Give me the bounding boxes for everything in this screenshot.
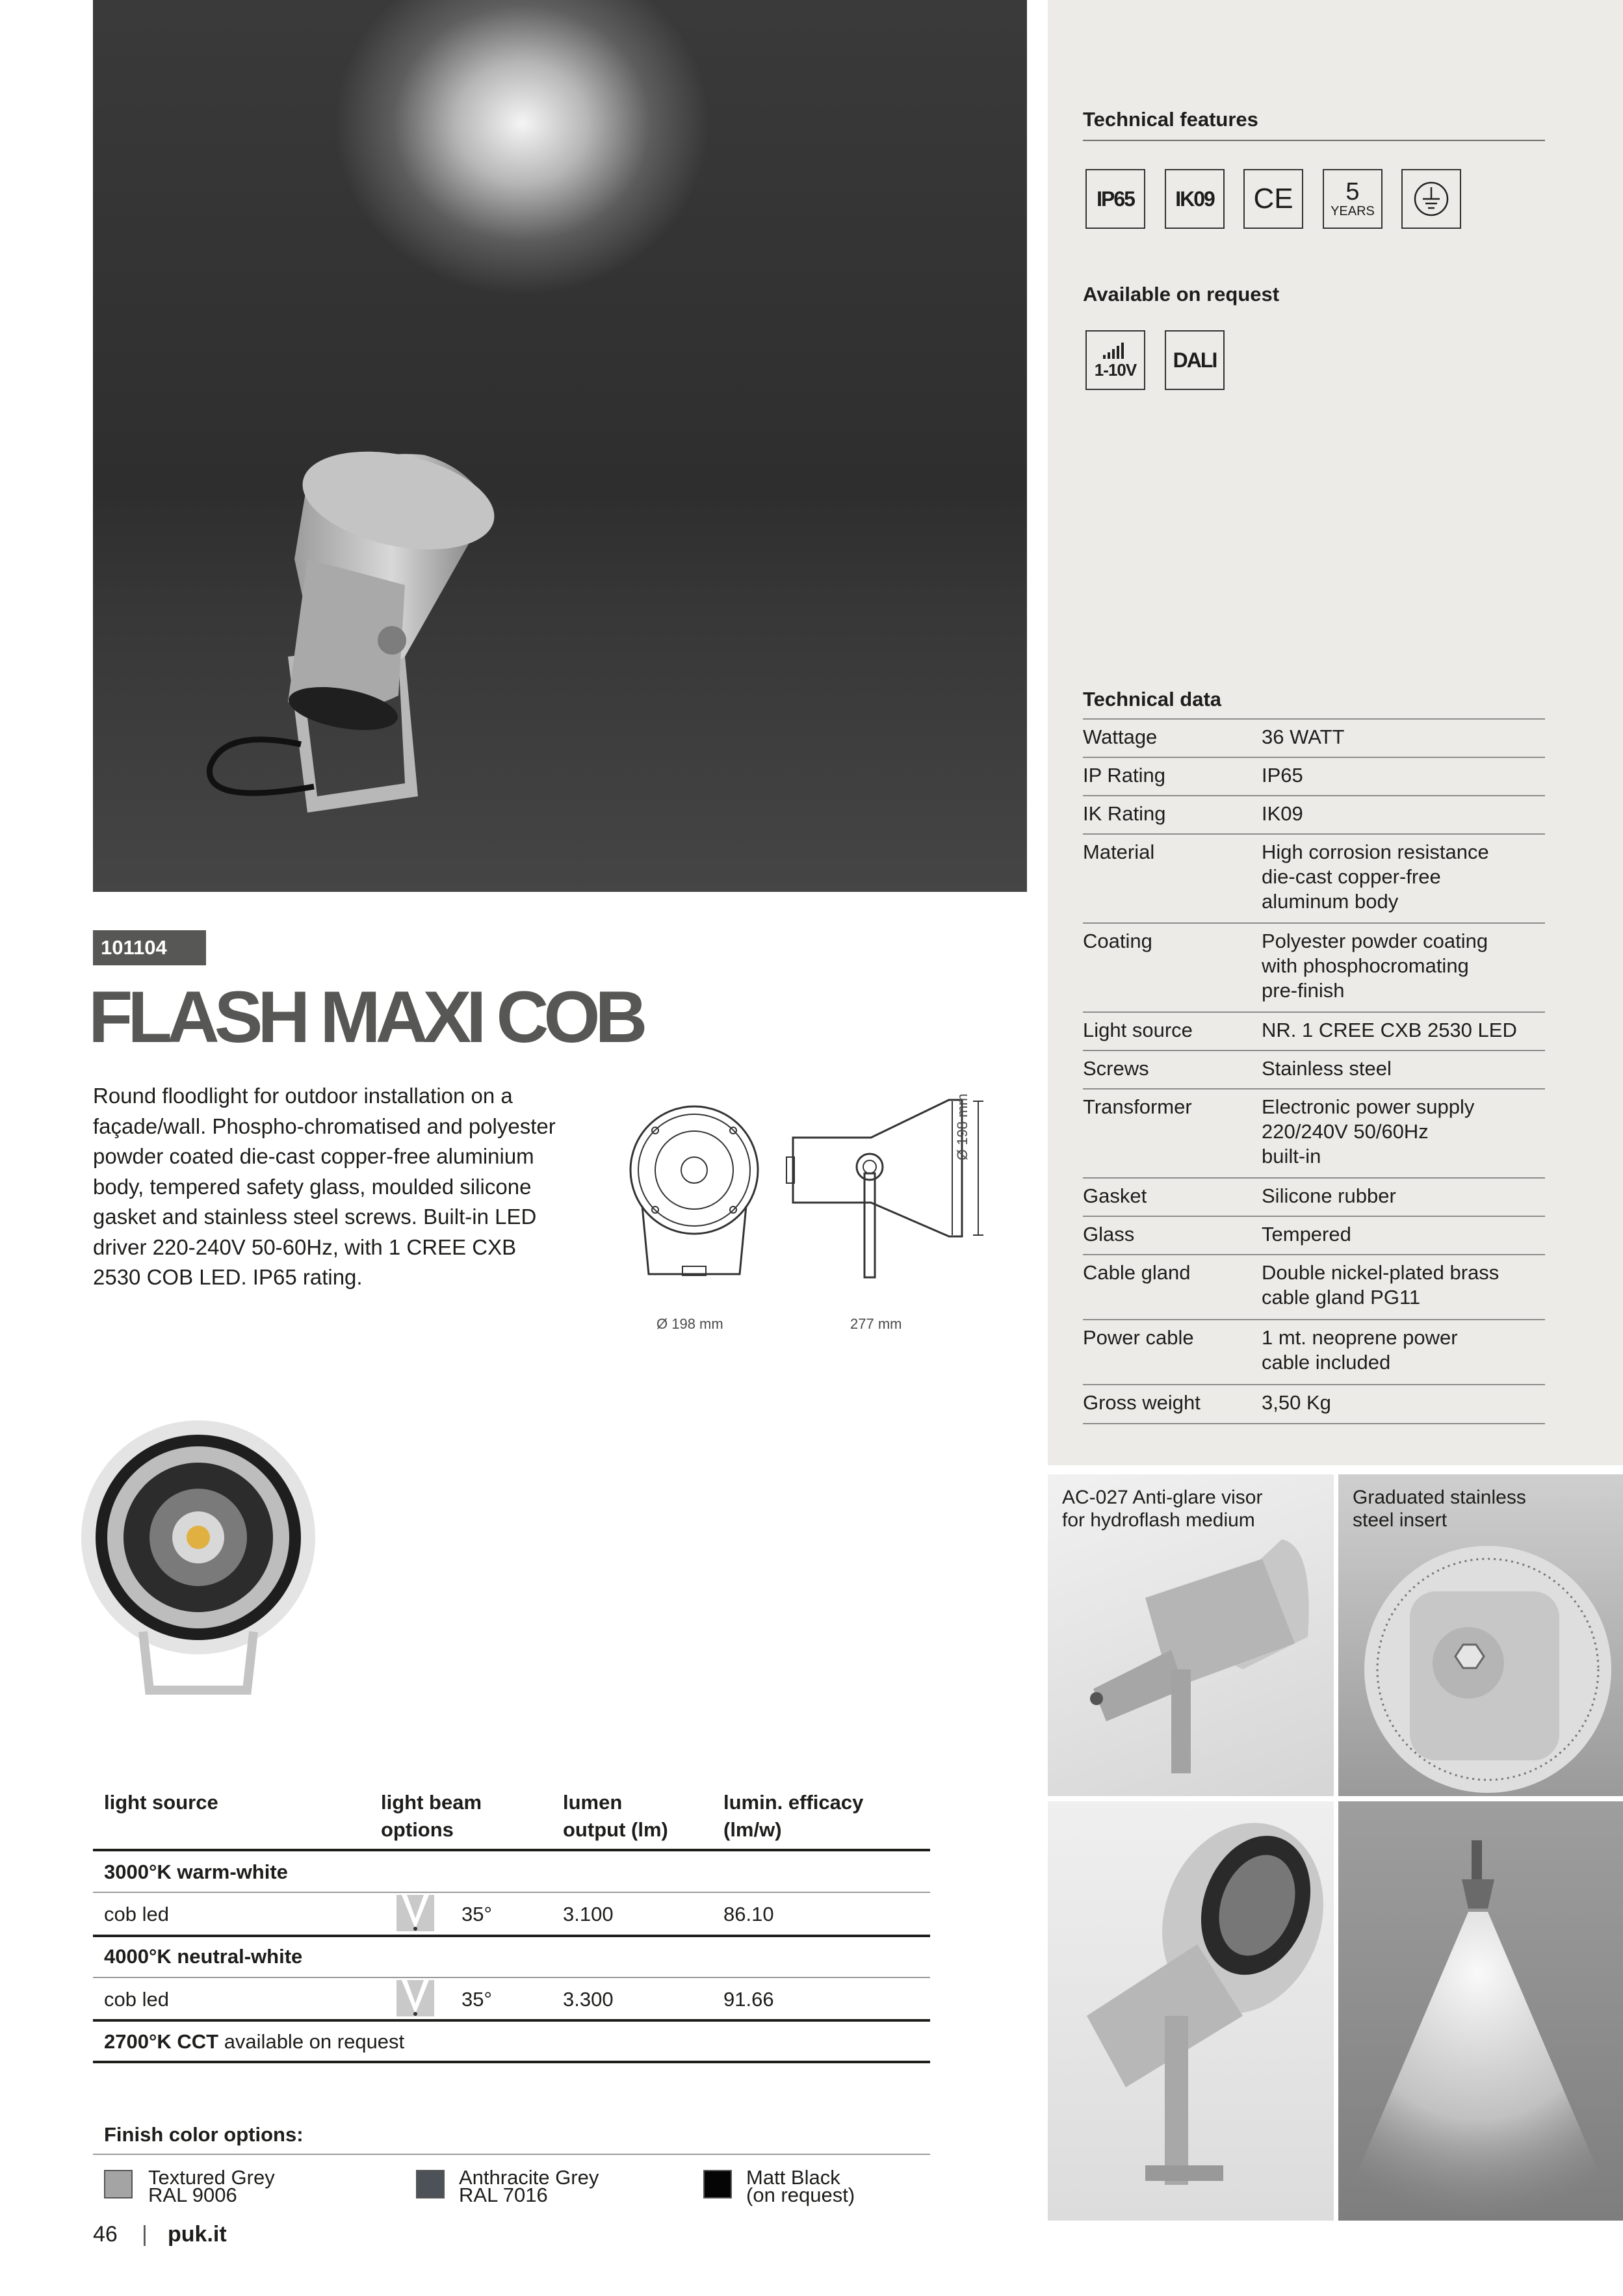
graduated-insert-photo: Graduated stainless steel insert <box>1338 1474 1623 1796</box>
table-row: Light source NR. 1 CREE CXB 2530 LED <box>1083 1011 1545 1050</box>
website-link[interactable]: puk.it <box>168 2222 227 2247</box>
dali-icon: DALI <box>1165 330 1225 390</box>
column-header-light-beam: light beam options <box>381 1791 482 1841</box>
cell-lumen: 3.300 <box>563 1988 614 2011</box>
five-years-warranty-icon: 5 YEARS <box>1323 169 1383 229</box>
beam-angle-icon <box>396 1895 434 1931</box>
accessory-visor-photo: AC-027 Anti-glare visor for hydroflash medium <box>1048 1474 1334 1796</box>
table-row: Cable gland Double nickel-plated brass cable gland PG11 <box>1083 1254 1545 1319</box>
table-row: Glass Tempered <box>1083 1216 1545 1254</box>
front-view-drawing <box>630 1106 758 1300</box>
technical-data-table <box>1083 718 1545 1427</box>
table-row: IK Rating IK09 <box>1083 795 1545 833</box>
table-row: Screws Stainless steel <box>1083 1050 1545 1088</box>
divider <box>93 1892 930 1893</box>
page-number: 46 <box>93 2222 118 2247</box>
floodlight-illustration <box>93 0 1027 892</box>
product-title: FLASH MAXI COB <box>88 976 643 1058</box>
group-title-4000k: 4000°K neutral-white <box>104 1945 303 1968</box>
hero-product-photo <box>93 0 1027 892</box>
technical-features-title: Technical features <box>1083 108 1258 131</box>
divider <box>93 2019 930 2022</box>
finish-label: Matt Black (on request) <box>746 2166 855 2206</box>
table-row: Gross weight 3,50 Kg <box>1083 1384 1545 1424</box>
divider <box>93 1849 930 1851</box>
finish-label: Anthracite Grey RAL 7016 <box>459 2166 599 2206</box>
cell-beam: 35° <box>461 1988 492 2011</box>
column-header-light-source: light source <box>104 1791 218 1814</box>
lens-front-photo <box>78 1417 338 1703</box>
finish-label: Textured Grey RAL 9006 <box>148 2166 275 2206</box>
table-row: Transformer Electronic power supply 220/240V 50/60Hz built-in <box>1083 1088 1545 1177</box>
finish-swatch-textured-grey <box>104 2170 133 2198</box>
floodlight-angle-photo <box>1048 1801 1334 2221</box>
cell-efficacy: 91.66 <box>723 1988 774 2011</box>
table-row: Coating Polyester powder coating with phosphocromating pre-finish <box>1083 922 1545 1011</box>
cell-source: cob led <box>104 1988 169 2011</box>
finish-swatch-anthracite-grey <box>416 2170 445 2198</box>
ik09-icon: IK09 <box>1165 169 1225 229</box>
divider <box>93 1977 930 1978</box>
earth-ground-icon <box>1401 169 1461 229</box>
beam-angle-icon <box>396 1980 434 2016</box>
footer-separator: | <box>142 2222 148 2247</box>
ce-mark-icon: CE <box>1243 169 1303 229</box>
dimming-1-10v-icon: 1-10V <box>1085 330 1145 390</box>
technical-data-title: Technical data <box>1083 688 1222 711</box>
divider <box>93 1935 930 1937</box>
column-header-luminous-efficacy: lumin. efficacy (lm/w) <box>723 1791 864 1841</box>
divider <box>93 2061 930 2063</box>
product-code-badge: 101104 <box>93 930 206 965</box>
finish-options-title: Finish color options: <box>104 2123 304 2146</box>
wall-wash-effect-photo <box>1338 1801 1623 2221</box>
cct-note: 2700°K CCT available on request <box>104 2030 405 2053</box>
cell-lumen: 3.100 <box>563 1903 614 1925</box>
table-row: Gasket Silicone rubber <box>1083 1177 1545 1216</box>
front-width-dimension: Ø 198 mm <box>656 1316 723 1332</box>
side-height-dimension: Ø 198 mm <box>954 1093 970 1160</box>
cell-beam: 35° <box>461 1903 492 1925</box>
table-row: Material High corrosion resistance die-cast copper-free aluminum body <box>1083 833 1545 922</box>
divider <box>1083 140 1545 141</box>
side-depth-dimension: 277 mm <box>850 1316 902 1332</box>
cell-efficacy: 86.10 <box>723 1903 774 1925</box>
available-on-request-title: Available on request <box>1083 283 1280 306</box>
group-title-3000k: 3000°K warm-white <box>104 1860 288 1883</box>
technical-drawings <box>624 1092 1014 1339</box>
cell-source: cob led <box>104 1903 169 1925</box>
table-row: IP Rating IP65 <box>1083 757 1545 795</box>
table-row: Power cable 1 mt. neoprene power cable included <box>1083 1319 1545 1384</box>
column-header-lumen-output: lumen output (lm) <box>563 1791 668 1841</box>
table-row: Wattage 36 WATT <box>1083 718 1545 757</box>
product-description: Round floodlight for outdoor installation on a façade/wall. Phospho-chromatised and polyester powder coated die-cast copper-free aluminium body, tempered safety glass, moulded silicone gasket and stainless steel screws. Built-in LED driver 220-240V 50-60Hz, with 1 CREE CXB 2530 COB LED. IP65 rating. <box>93 1084 556 1289</box>
finish-swatch-matt-black <box>703 2170 732 2198</box>
divider <box>93 2154 930 2155</box>
ip65-icon: IP65 <box>1085 169 1145 229</box>
